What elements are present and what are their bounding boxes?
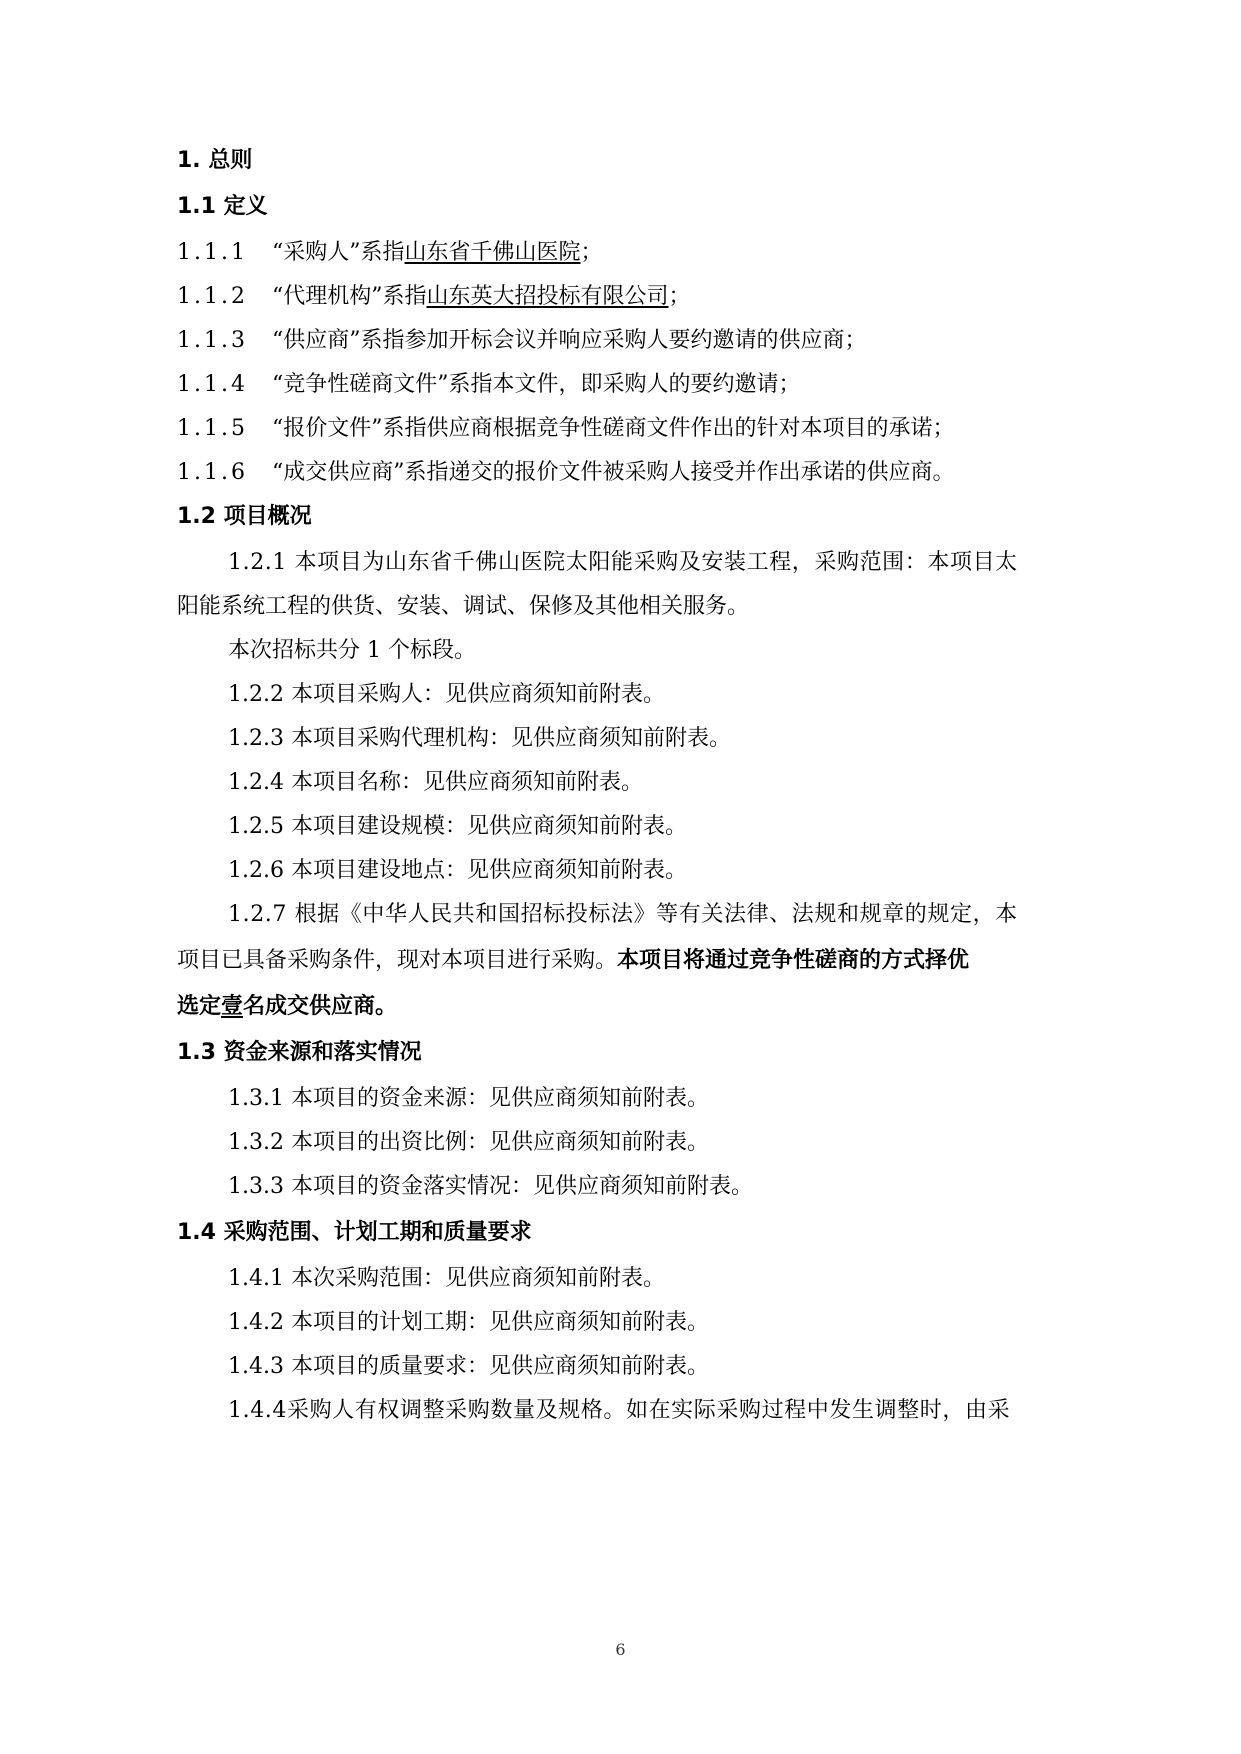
paragraph-line: 本次招标共分 1 个标段。 <box>228 638 476 663</box>
definition-item <box>177 326 867 356</box>
definition-number: 1.1.6 <box>177 460 248 485</box>
definition-number: 1.1.1 <box>177 240 248 265</box>
paragraph-text: 项目已具备采购条件，现对本项目进行采购。 <box>177 948 618 973</box>
paragraph-bold-text: 选定 <box>177 994 222 1019</box>
paragraph-line: 1.3.1 本项目的资金来源：见供应商须知前附表。 <box>228 1086 709 1111</box>
page-number: 6 <box>615 1640 626 1659</box>
definition-text: “竞争性磋商文件”系指本文件，即采购人的要约邀请； <box>272 372 801 397</box>
paragraph-line: 1.2.3 本项目采购代理机构：见供应商须知前附表。 <box>228 726 731 751</box>
supplier-count: 壹 <box>221 994 244 1019</box>
definition-text: “报价文件”系指供应商根据竞争性磋商文件作出的针对本项目的承诺； <box>272 416 955 441</box>
paragraph-line: 1.4.2 本项目的计划工期：见供应商须知前附表。 <box>228 1310 709 1335</box>
section-heading-1-1: 1.1 定义 <box>177 194 268 219</box>
section-heading-1: 1. 总则 <box>177 148 253 173</box>
paragraph-line: 1.2.6 本项目建设地点：见供应商须知前附表。 <box>228 858 687 883</box>
definition-number: 1.1.4 <box>177 372 248 397</box>
definition-number: 1.1.3 <box>177 328 248 353</box>
definition-number: 1.1.2 <box>177 284 248 309</box>
paragraph-line: 1.3.3 本项目的资金落实情况：见供应商须知前附表。 <box>228 1174 753 1199</box>
paragraph-line: 1.2.5 本项目建设规模：见供应商须知前附表。 <box>228 814 687 839</box>
definition-text: “成交供应商”系指递交的报价文件被采购人接受并作出承诺的供应商。 <box>272 460 955 485</box>
definition-item <box>177 370 801 400</box>
definition-punct: ； <box>668 284 691 309</box>
paragraph-line: 1.2.2 本项目采购人：见供应商须知前附表。 <box>228 682 665 707</box>
definition-text: “供应商”系指参加开标会议并响应采购人要约邀请的供应商； <box>272 328 867 353</box>
paragraph-line: 1.2.4 本项目名称：见供应商须知前附表。 <box>228 770 643 795</box>
definition-text: “代理机构”系指 <box>272 284 427 309</box>
agency-name: 山东英大招投标有限公司 <box>426 284 669 309</box>
paragraph-bold-text: 名成交供应商。 <box>243 994 398 1019</box>
definition-item <box>177 414 955 444</box>
paragraph-line: 1.3.2 本项目的出资比例：见供应商须知前附表。 <box>228 1130 709 1155</box>
paragraph-line: 阳能系统工程的供货、安装、调试、保修及其他相关服务。 <box>177 594 750 619</box>
definition-text: “采购人”系指 <box>272 240 405 265</box>
definition-punct: ； <box>580 240 603 265</box>
paragraph-line: 1.2.1 本项目为山东省千佛山医院太阳能采购及安装工程，采购范围：本项目太 <box>228 550 1018 575</box>
definition-number: 1.1.5 <box>177 416 248 441</box>
paragraph-line <box>177 992 397 1022</box>
section-heading-1-3: 1.3 资金来源和落实情况 <box>177 1040 422 1065</box>
paragraph-line <box>177 946 969 976</box>
section-heading-1-4: 1.4 采购范围、计划工期和质量要求 <box>177 1220 532 1245</box>
paragraph-line: 1.4.1 本次采购范围：见供应商须知前附表。 <box>228 1266 665 1291</box>
definition-item <box>177 458 955 488</box>
definition-item <box>177 282 691 312</box>
paragraph-line: 1.4.4采购人有权调整采购数量及规格。如在实际采购过程中发生调整时，由采 <box>228 1398 1011 1423</box>
definition-item <box>177 238 603 268</box>
purchaser-name: 山东省千佛山医院 <box>404 240 581 265</box>
section-heading-1-2: 1.2 项目概况 <box>177 504 312 529</box>
paragraph-line: 1.2.7 根据《中华人民共和国招标投标法》等有关法律、法规和规章的规定，本 <box>228 902 1018 927</box>
paragraph-bold-text: 本项目将通过竞争性磋商的方式择优 <box>617 948 970 973</box>
paragraph-line: 1.4.3 本项目的质量要求：见供应商须知前附表。 <box>228 1354 709 1379</box>
